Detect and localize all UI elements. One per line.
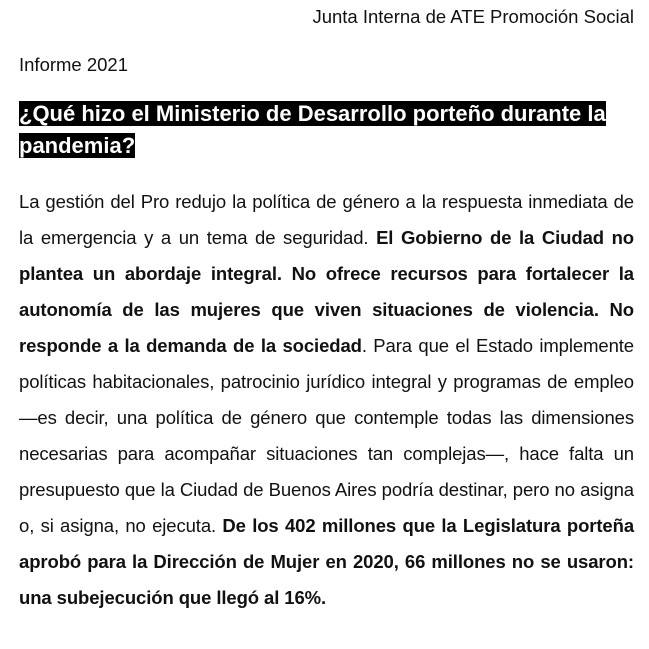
paragraph-run-1: La gestión del Pro redujo la política de género a la respuesta inmediata de la emergencia y a un tema de seguridad.	[19, 191, 634, 248]
article-title	[19, 98, 634, 162]
organization-header: Junta Interna de ATE Promoción Social	[312, 6, 634, 27]
paragraph-run-3: . Para que el Estado implemente políticas habitacionales, patrocinio jurídico integral y programas de empleo —es decir, una política de género que contemple todas las dimensiones necesarias para acompañar situaciones tan complejas—, hace falta un presupuesto que la Ciudad de Buenos Aires podría destinar, pero no asigna o, si asigna, no ejecuta.	[19, 335, 634, 536]
report-label: Informe 2021	[19, 54, 129, 75]
paragraph-run-2-bold: El Gobierno de la Ciudad no plantea un abordaje integral. No ofrece recursos para fortalecer la autonomía de las mujeres que viven situaciones de violencia. No responde a la demanda de la sociedad	[19, 227, 634, 356]
article-title-text: ¿Qué hizo el Ministerio de Desarrollo porteño durante la pandemia?	[19, 101, 606, 158]
paragraph-run-4-bold: De los 402 millones que la Legislatura porteña aprobó para la Dirección de Mujer en 2020, 66 millones no se usaron: una subejecución que llegó al 16%.	[19, 515, 635, 608]
article-body-paragraph	[19, 184, 634, 616]
